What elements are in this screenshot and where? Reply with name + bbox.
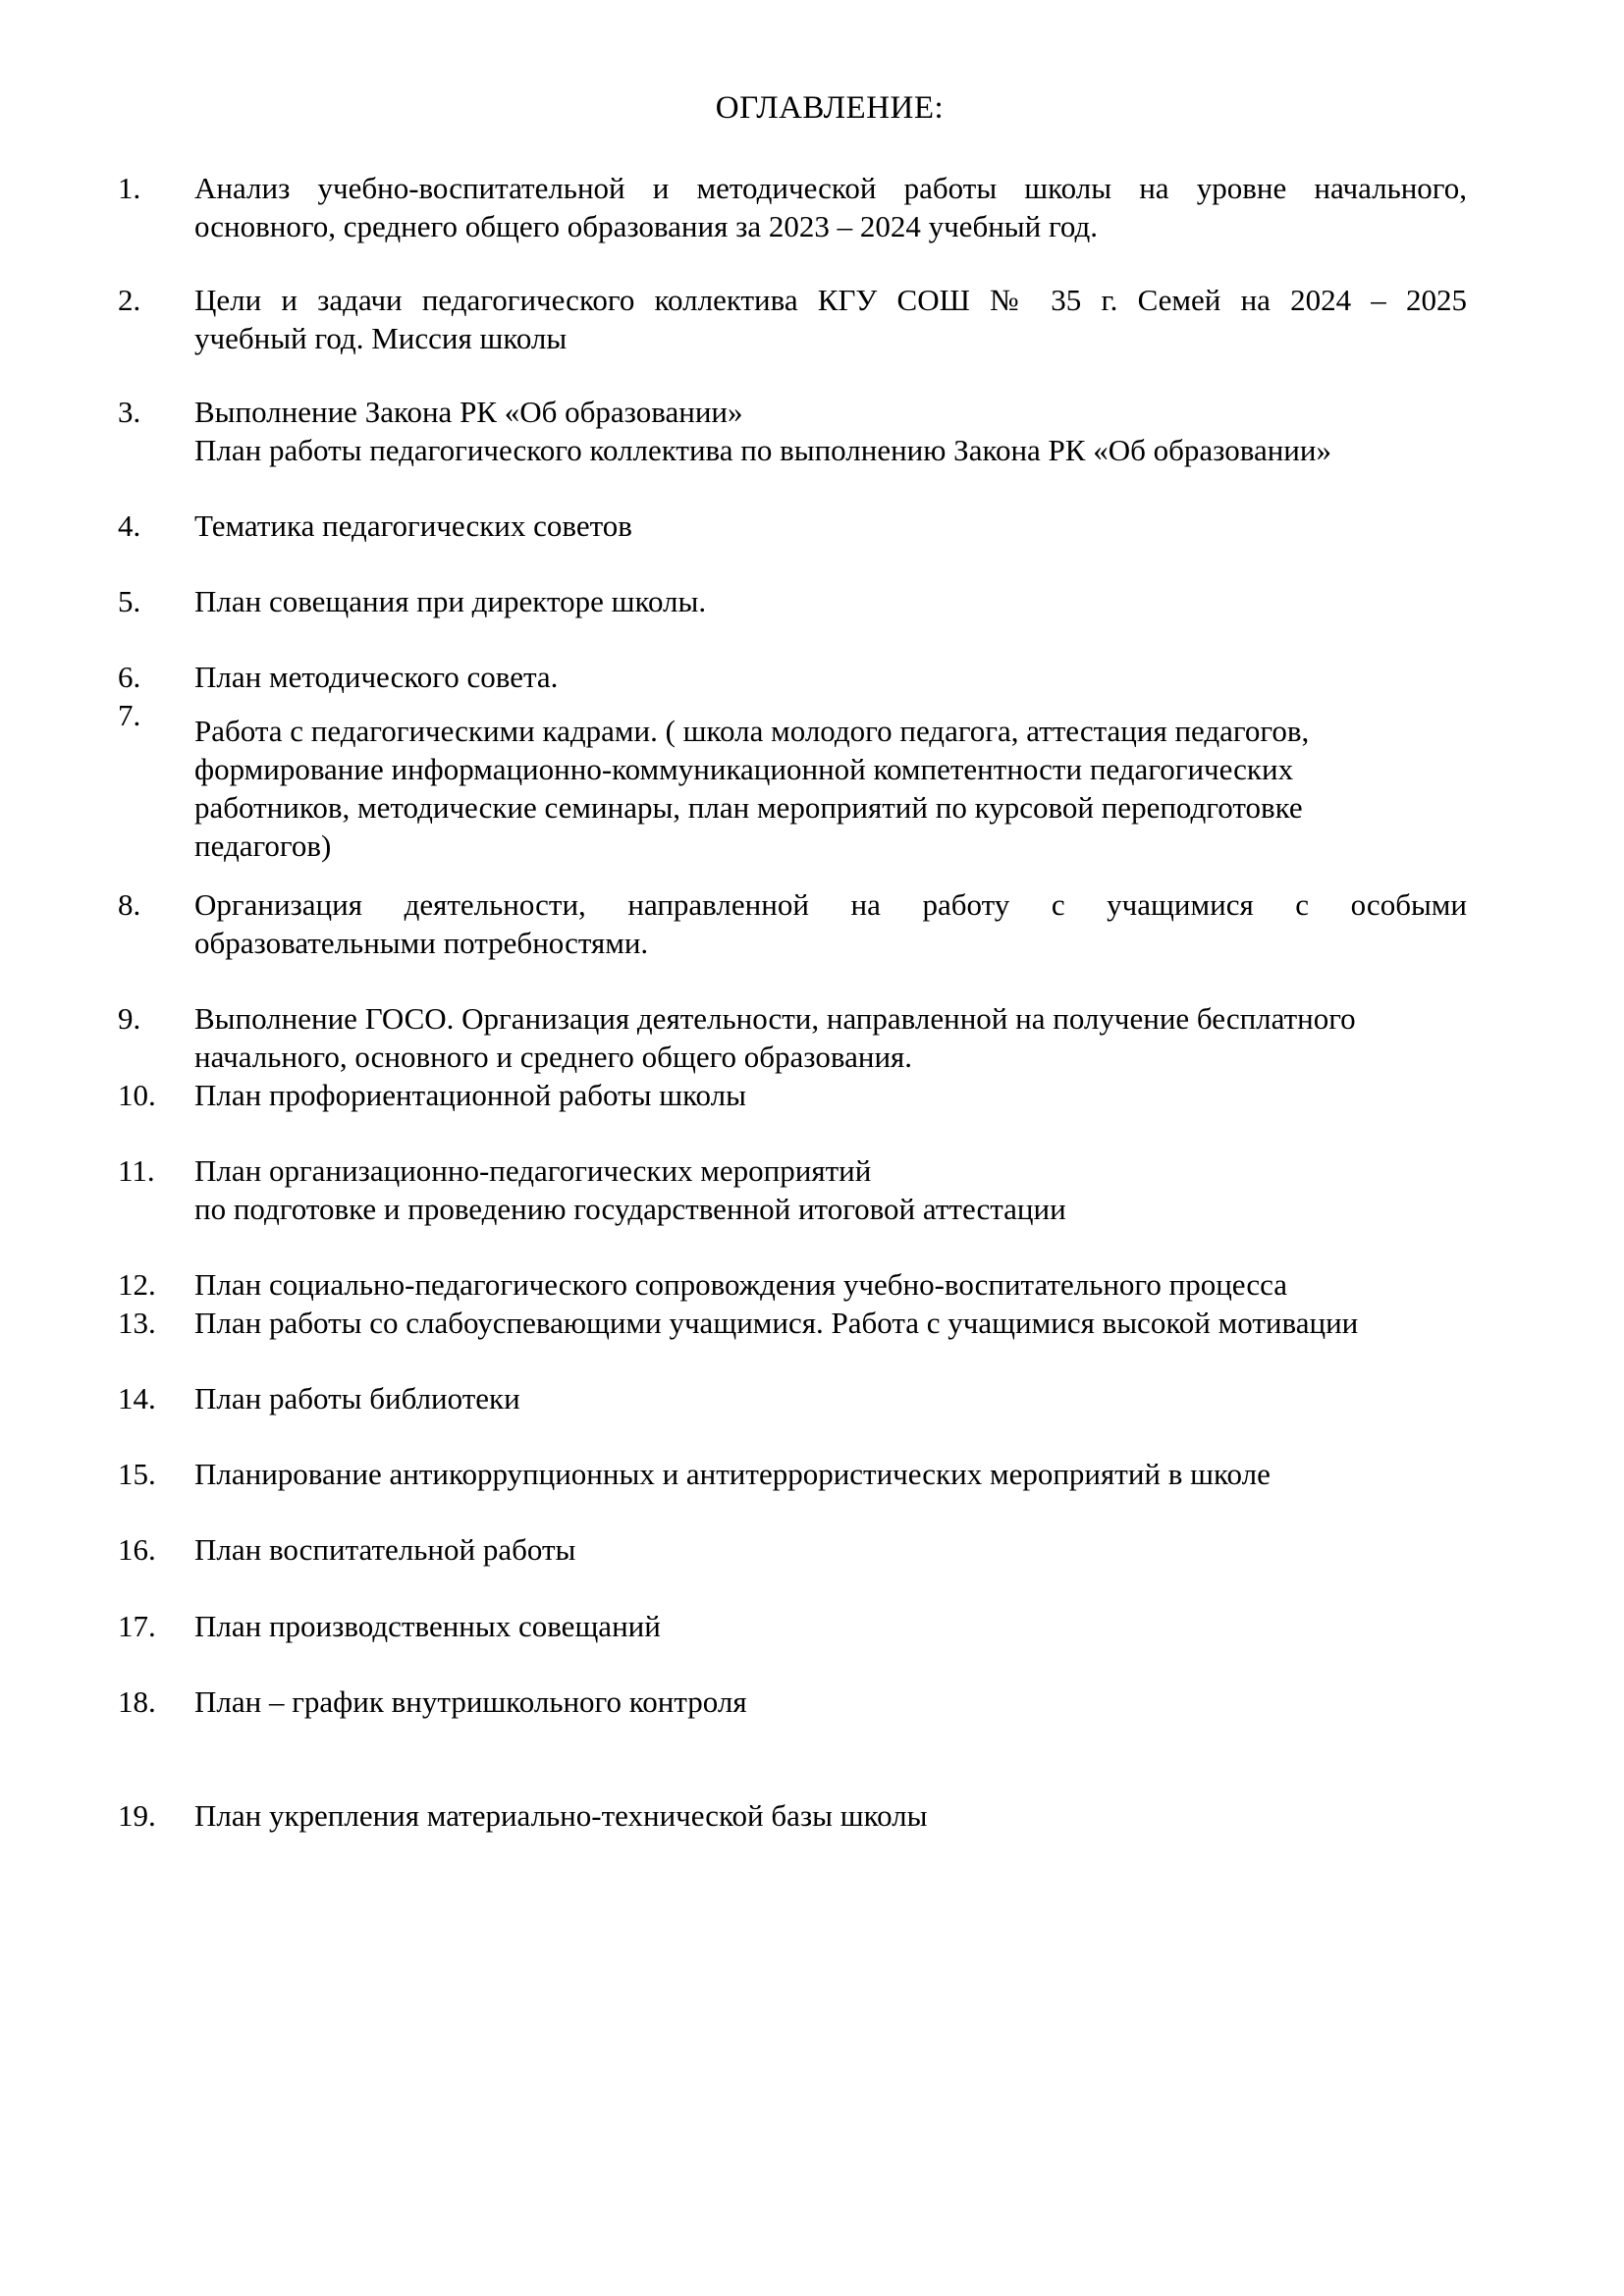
toc-line: Тематика педагогических советов bbox=[194, 508, 632, 543]
toc-item-text bbox=[194, 1151, 1467, 1228]
toc-item-number: 6. bbox=[118, 660, 141, 694]
toc-item-number: 10. bbox=[118, 1078, 156, 1112]
toc-title: ОГЛАВЛЕНИЕ: bbox=[715, 90, 945, 126]
toc-line: План методического совета. bbox=[194, 660, 559, 694]
toc-line: работников, методические семинары, план мероприятий по курсовой переподготовке bbox=[194, 790, 1303, 825]
toc-item-number: 3. bbox=[118, 395, 141, 429]
toc-line: Организация деятельности, направленной на работу с учащимися с особыми bbox=[194, 887, 1467, 922]
toc-item-text bbox=[194, 1455, 1467, 1493]
toc-item-text bbox=[194, 507, 1467, 545]
toc-line: План профориентационной работы школы bbox=[194, 1078, 746, 1112]
toc-item-number: 18. bbox=[118, 1684, 156, 1719]
toc-item-number: 2. bbox=[118, 283, 141, 317]
toc-line: План работы библиотеки bbox=[194, 1381, 520, 1415]
toc-line: основного, среднего общего образования за 2023 – 2024 учебный год. bbox=[194, 209, 1099, 243]
toc-line: План производственных совещаний bbox=[194, 1609, 661, 1643]
toc-item-number: 17. bbox=[118, 1609, 156, 1643]
toc-item-number: 11. bbox=[118, 1153, 155, 1188]
toc-item-text bbox=[194, 1607, 1467, 1645]
toc-item-text bbox=[194, 582, 1467, 620]
toc-item-number: 9. bbox=[118, 1001, 141, 1036]
toc-line: План укрепления материально-технической базы школы bbox=[194, 1798, 928, 1833]
toc-line: Планирование антикоррупционных и антитеррористических мероприятий в школе bbox=[194, 1457, 1271, 1491]
toc-item-text bbox=[194, 281, 1467, 357]
toc-item-number: 5. bbox=[118, 584, 141, 618]
toc-item-text bbox=[194, 1796, 1467, 1835]
toc-item-number: 15. bbox=[118, 1457, 156, 1491]
toc-line: Выполнение ГОСО. Организация деятельности, направленной на получение бесплатного bbox=[194, 1001, 1356, 1036]
toc-line: формирование информационно-коммуникационной компетентности педагогических bbox=[194, 752, 1294, 786]
toc-line: начального, основного и среднего общего образования. bbox=[194, 1040, 913, 1074]
toc-line: План работы педагогического коллектива по выполнению Закона РК «Об образовании» bbox=[194, 433, 1331, 467]
toc-item-text bbox=[194, 1076, 1467, 1114]
toc-item-text bbox=[194, 169, 1467, 245]
toc-item-text bbox=[194, 712, 1467, 865]
toc-line: Цели и задачи педагогического коллектива КГУ СОШ № 35 г. Семей на 2024 – 2025 bbox=[194, 283, 1467, 317]
toc-item-text bbox=[194, 1530, 1467, 1569]
toc-item-number: 16. bbox=[118, 1532, 156, 1567]
toc-line: педагогов) bbox=[194, 828, 332, 863]
toc-line: План совещания при директоре школы. bbox=[194, 584, 707, 618]
toc-item-number: 12. bbox=[118, 1267, 156, 1302]
toc-item-text bbox=[194, 658, 1467, 696]
toc-item-number: 7. bbox=[118, 698, 141, 732]
toc-item-text bbox=[194, 1265, 1467, 1304]
toc-line: Анализ учебно-воспитательной и методической работы школы на уровне начального, bbox=[194, 171, 1467, 205]
toc-item-text bbox=[194, 885, 1467, 962]
toc-item-number: 14. bbox=[118, 1381, 156, 1415]
toc-item-text bbox=[194, 393, 1467, 469]
toc-line: План организационно-педагогических мероприятий bbox=[194, 1153, 872, 1188]
toc-item-number: 1. bbox=[118, 171, 141, 205]
toc-item-text bbox=[194, 1379, 1467, 1417]
toc-line: учебный год. Миссия школы bbox=[194, 321, 568, 355]
toc-line: по подготовке и проведению государственной итоговой аттестации bbox=[194, 1192, 1066, 1226]
toc-line: План воспитательной работы bbox=[194, 1532, 576, 1567]
toc-line: План социально-педагогического сопровождения учебно-воспитательного процесса bbox=[194, 1267, 1287, 1302]
toc-item-number: 4. bbox=[118, 508, 141, 543]
toc-item-number: 8. bbox=[118, 887, 141, 922]
toc-line: План – график внутришкольного контроля bbox=[194, 1684, 747, 1719]
toc-line: образовательными потребностями. bbox=[194, 926, 649, 960]
toc-item-text bbox=[194, 1682, 1467, 1721]
toc-item-number: 13. bbox=[118, 1306, 156, 1340]
toc-item-text bbox=[194, 1304, 1467, 1342]
toc-item-number: 19. bbox=[118, 1798, 156, 1833]
toc-line: Выполнение Закона РК «Об образовании» bbox=[194, 395, 743, 429]
toc-line: Работа с педагогическими кадрами. ( школа молодого педагога, аттестация педагогов, bbox=[194, 714, 1310, 748]
toc-line: План работы со слабоуспевающими учащимися. Работа с учащимися высокой мотивации bbox=[194, 1306, 1359, 1340]
toc-item-text bbox=[194, 999, 1467, 1076]
